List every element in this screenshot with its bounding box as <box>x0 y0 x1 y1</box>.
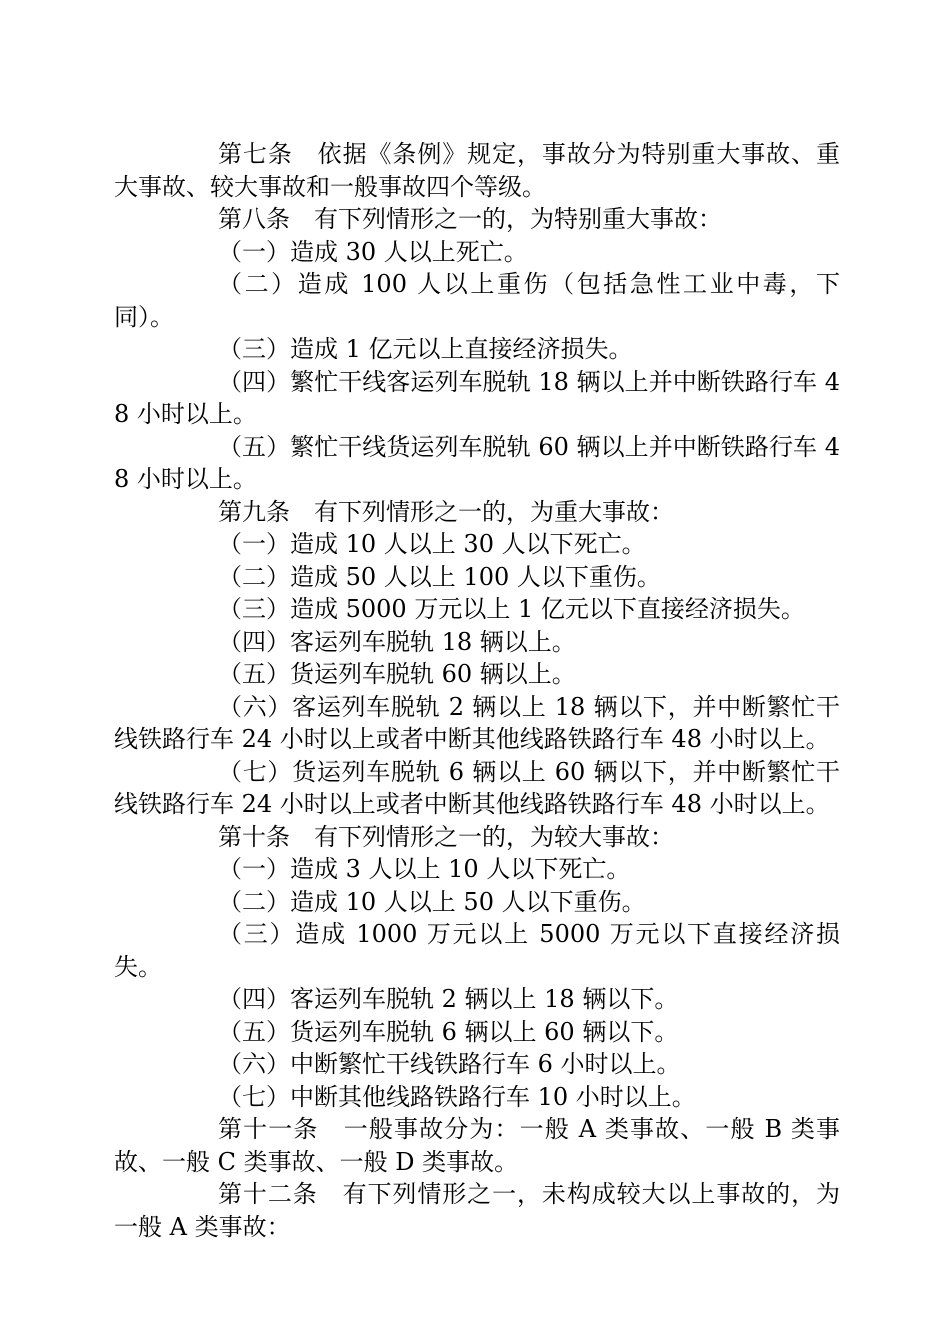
article-10-item-5: （五）货运列车脱轨 6 辆以上 60 辆以下。 <box>218 1017 679 1046</box>
document-body <box>114 138 840 1243</box>
article-10-heading: 第十条 有下列情形之一的，为较大事故： <box>218 822 674 851</box>
article-9-item-5: （五）货运列车脱轨 60 辆以上。 <box>218 660 576 688</box>
article-9-item-3: （三）造成 5000 万元以上 1 亿元以下直接经济损失。 <box>218 595 805 623</box>
article-7: 第七条 依据《条例》规定，事故分为特别重大事故、重大事故、较大事故和一般事故四个等级。 <box>114 140 840 201</box>
article-10-item-2: （二）造成 10 人以上 50 人以下重伤。 <box>218 887 646 916</box>
article-9-item-7: （七）货运列车脱轨 6 辆以上 60 辆以下，并中断繁忙干线铁路行车 24 小时以上或者中断其他线路铁路行车 48 小时以上。 <box>114 757 840 818</box>
article-9-item-1: （一）造成 10 人以上 30 人以下死亡。 <box>218 530 646 558</box>
article-10-item-1: （一）造成 3 人以上 10 人以下死亡。 <box>218 855 631 883</box>
article-8-item-4: （四）繁忙干线客运列车脱轨 18 辆以上并中断铁路行车 48 小时以上。 <box>114 367 840 428</box>
article-8-item-3: （三）造成 1 亿元以上直接经济损失。 <box>218 335 633 363</box>
article-8-heading: 第八条 有下列情形之一的，为特别重大事故： <box>218 205 722 233</box>
article-9-heading: 第九条 有下列情形之一的，为重大事故： <box>218 497 674 526</box>
article-9-item-6: （六）客运列车脱轨 2 辆以上 18 辆以下，并中断繁忙干线铁路行车 24 小时以上或者中断其他线路铁路行车 48 小时以上。 <box>114 692 840 753</box>
article-8-item-5: （五）繁忙干线货运列车脱轨 60 辆以上并中断铁路行车 48 小时以上。 <box>114 432 840 493</box>
article-8-item-2: （二）造成 100 人以上重伤（包括急性工业中毒，下同）。 <box>114 270 840 331</box>
article-12: 第十二条 有下列情形之一，未构成较大以上事故的，为一般 A 类事故： <box>114 1180 840 1241</box>
article-10-item-7: （七）中断其他线路铁路行车 10 小时以上。 <box>218 1082 696 1111</box>
article-8-item-1: （一）造成 30 人以上死亡。 <box>218 237 528 266</box>
article-10-item-6: （六）中断繁忙干线铁路行车 6 小时以上。 <box>218 1050 681 1078</box>
article-10-item-3: （三）造成 1000 万元以上 5000 万元以下直接经济损失。 <box>114 920 840 981</box>
article-10-item-4: （四）客运列车脱轨 2 辆以上 18 辆以下。 <box>218 985 679 1013</box>
article-11: 第十一条 一般事故分为：一般 A 类事故、一般 B 类事故、一般 C 类事故、一般 D 类事故。 <box>114 1115 840 1176</box>
article-9-item-2: （二）造成 50 人以上 100 人以下重伤。 <box>218 562 661 591</box>
article-9-item-4: （四）客运列车脱轨 18 辆以上。 <box>218 627 576 656</box>
